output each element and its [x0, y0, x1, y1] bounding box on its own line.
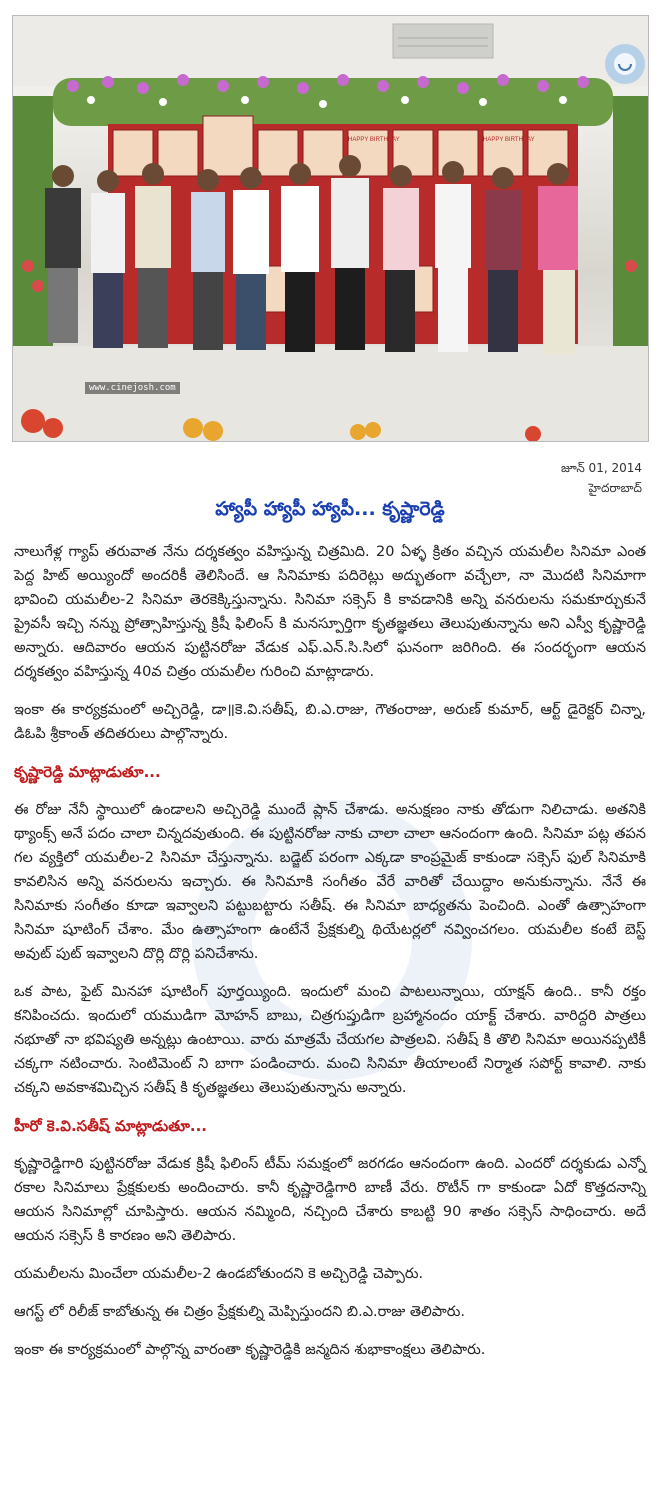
article-place: హైదరాబాద్	[588, 481, 642, 495]
article-body	[14, 540, 646, 1376]
photo-watermark: www.cinejosh.com	[85, 382, 180, 394]
subheading-krishnareddy: కృష్ణారెడ్డి మాట్లాడుతూ...	[14, 763, 161, 781]
paragraph-3: ఈ రోజు నేనీ స్థాయిలో ఉండాలని అచ్చిరెడ్డి ముందే ప్లాన్ చేశాడు. అనుక్షణం నాకు తోడుగా నిలిచాడు. అతనికి థ్యాంక్స్ అనే పదం చాలా చిన్నదవుతుంది. ఈ పుట్టినరోజు నాకు చాలా చాలా ఆనందంగా ఉంది. సినిమా పట్ల తపన గల వ్యక్తిలో యమలీల-2 సినిమా చేస్తున్నాను. బడ్జెట్ పరంగా ఎక్కడా కాంప్రమైజ్ కాకుండా సక్సెస్ ఫుల్ సినిమాకి కావలిసిన అన్ని వనరులను ఇచ్చారు. ఈ సినిమాకి సంగీతం వేరే వారితో చేయిద్దాం అనుకున్నాను. నేనే ఈ సినిమాకు సంగీతం కూడా ఇవ్వాలని పట్టుబట్టారు సతీష్. ఈ సినిమా బాధ్యతను పెంచింది. ఎంతో ఉత్సాహంగా సినిమా షూటింగ్ చేశాం. మేం ఉత్సాహంగా ఉంటేనే ప్రేక్షకుల్ని థియేటర్లలో నవ్వించగలం. యమలీల కంటే బెస్ట్ అవుట్ పుట్ ఇవ్వాలని దొర్లి దొర్లి పనిచేశాను.	[14, 802, 646, 962]
paragraph-7: ఆగస్ట్ లో రిలీజ్ కాబోతున్న ఈ చిత్రం ప్రేక్షకుల్ని మెప్పిస్తుందని బి.ఎ.రాజు తెలిపారు.	[14, 1304, 465, 1320]
event-photo	[12, 15, 649, 442]
article-meta	[561, 458, 642, 498]
event-photo-illustration	[13, 16, 648, 441]
site-logo-icon	[601, 40, 649, 88]
article-date: జూన్ 01, 2014	[560, 461, 642, 475]
banner-text-2: HAPPY BIRTHDAY	[483, 137, 535, 143]
paragraph-4: ఒక పాట, ఫైట్ మినహా షూటింగ్ పూర్తయ్యింది. ఇందులో మంచి పాటలున్నాయి, యాక్షన్ ఉంది.. కానీ రక్తం కనిపించదు. ఇందులో యముడిగా మోహన్ బాబు, చిత్రగుప్తుడిగా బ్రహ్మానందం యాక్ట్ చేశారు. వారిద్దరి పాత్రలు నభూతో నా భవిష్యతి అన్నట్లు ఉంటాయి. వారు మాత్రమే చేయగల పాత్రలవి. సతీష్ కి తొలి సినిమా అయినప్పటికీ చక్కగా నటించారు. సెంటిమెంట్ ని బాగా పండించారు. మంచి సినిమా తీయాలంటే నిర్మాత సపోర్ట్ కావాలి. నాకు చక్కని అవకాశమిచ్చిన సతీష్ కి కృతజ్ఞతలు తెలుపుతున్నాను అన్నారు.	[14, 984, 646, 1096]
article-headline: హ్యాపీ హ్యాపీ హ్యాపీ... కృష్ణారెడ్డి	[215, 498, 445, 520]
paragraph-1: నాలుగేళ్ల గ్యాప్ తరువాత నేను దర్శకత్వం వహిస్తున్న చిత్రమిది. 20 ఏళ్ళ క్రితం వచ్చిన యమలీల సినిమా ఎంత పెద్ద హిట్ అయ్యిందో అందరికీ తెలిసిందే. ఆ సినిమాకు పదిరెట్లు అద్భుతంగా వచ్చేలా, నా మొదటి సినిమాగా భావించి యమలీల-2 సినిమా తెరకెక్కిస్తున్నాను. సినిమా సక్సెస్ కి కావడానికి అన్ని వనరులను సమకూర్చుకునే ప్రైవసీ ఇచ్చి నన్ను ప్రోత్సాహిస్తున్న క్రిషీ ఫిలింస్ కి మనస్పూర్తిగా కృతజ్ఞతలు తెలుపుతున్నాను అని ఎస్వీ కృష్ణారెడ్డి అన్నారు. ఆదివారం ఆయన పుట్టినరోజు వేడుక ఎఫ్.ఎన్.సి.సిలో ఘనంగా జరిగింది. ఈ సందర్భంగా ఆయన దర్శకత్వం వహిస్తున్న 40వ చిత్రం యమలీల గురించి మాట్లాడారు.	[14, 544, 646, 680]
subheading-satish: హీరో కె.వి.సతీష్ మాట్లాడుతూ...	[14, 1117, 207, 1135]
paragraph-8: ఇంకా ఈ కార్యక్రమంలో పాల్గొన్న వారంతా కృష్ణారెడ్డికి జన్మదిన శుభాకాంక్షలు తెలిపారు.	[14, 1342, 486, 1358]
paragraph-6: యమలీలను మించేలా యమలీల-2 ఉండబోతుందని కె అచ్చిరెడ్డి చెప్పారు.	[14, 1266, 424, 1282]
banner-text: HAPPY BIRTHDAY	[348, 137, 400, 143]
paragraph-2: ఇంకా ఈ కార్యక్రమంలో అచ్చిరెడ్డి, డా॥కె.వి.సతీష్, బి.ఎ.రాజు, గౌతంరాజు, అరుణ్ కుమార్, ఆర్ట్ డైరెక్టర్ చిన్నా, డిఓపి శ్రీకాంత్ తదితరులు పాల్గొన్నారు.	[14, 702, 646, 742]
paragraph-5: కృష్ణారెడ్డిగారి పుట్టినరోజు వేడుక క్రిషీ ఫిలింస్ టీమ్ సమక్షంలో జరగడం ఆనందంగా ఉంది. ఎందరో దర్శకుడు ఎన్నో రకాల సినిమాలు ప్రేక్షకులకు అందించారు. కానీ కృష్ణారెడ్డిగారి బాణీ వేరు. రొటీన్ గా కాకుండా ఏదో కొత్తదనాన్ని ఆయన సినిమాల్లో చూపిస్తారు. ఆయన నమ్మింది, నచ్చింది చేశారు కాబట్టి 90 శాతం సక్సెస్ సాధించారు. అదే ఆయన సక్సెస్ కి కారణం అని తెలిపారు.	[14, 1156, 646, 1244]
